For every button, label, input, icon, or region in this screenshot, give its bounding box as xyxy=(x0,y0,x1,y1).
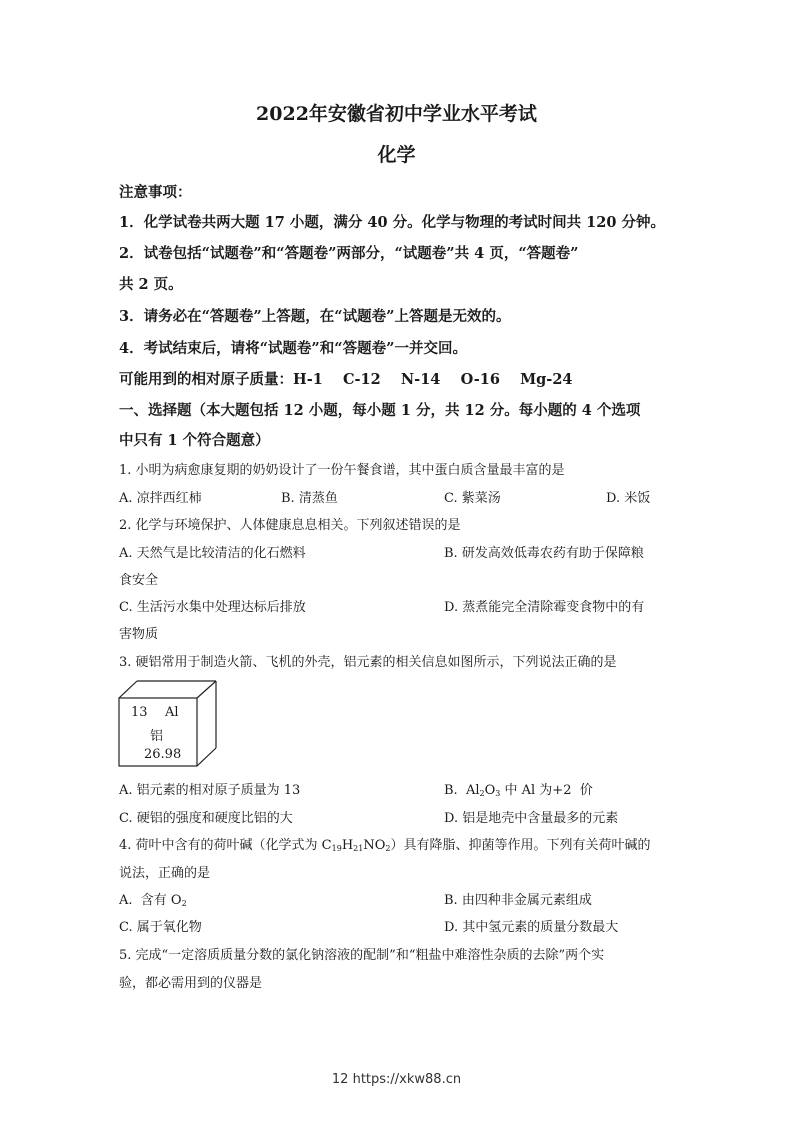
q3-option-d: D. 铝是地壳中含量最多的元素 xyxy=(444,811,619,826)
element-name: 铝 xyxy=(150,729,164,744)
note-4: 4．考试结束后，请将“试题卷”和“答题卷”一并交回。 xyxy=(119,340,467,357)
note-1: 1．化学试卷共两大题 17 小题，满分 40 分。化学与物理的考试时间共 120 分钟。 xyxy=(119,214,665,231)
element-atomic-number: 13 xyxy=(131,705,148,720)
q4-stem: 4. 荷叶中含有的荷叶碱（化学式为 $C_{19}H_{21}NO_2$）具有降脂、抑菌等作用。下列有关荷叶碱的 xyxy=(119,838,651,853)
q1-option-a: A. 凉拌西红柿 xyxy=(119,491,202,506)
note-2-cont: 共 2 页。 xyxy=(119,276,183,293)
q4-option-c: C. 属于氧化物 xyxy=(119,920,202,935)
q5-stem-cont: 验，都必需用到的仪器是 xyxy=(119,976,263,991)
note-2: 2．试卷包括“试题卷”和“答题卷”两部分，“试题卷”共 4 页，“答题卷” xyxy=(119,245,579,262)
q2-option-d: D. 蒸煮能完全清除霉变食物中的有 xyxy=(444,600,645,615)
q1-option-b: B. 清蒸鱼 xyxy=(281,491,338,506)
q2-option-b: B. 研发高效低毒农药有助于保障粮 xyxy=(444,546,644,561)
q4-stem-cont: 说法，正确的是 xyxy=(119,866,211,881)
q2-option-b-cont: 食安全 xyxy=(119,573,159,588)
q4-option-a: A. 含有 $O_2$ xyxy=(119,893,187,908)
section-heading: 一、选择题（本大题包括 12 小题，每小题 1 分，共 12 分。每小题的 4 个选项 xyxy=(119,402,641,419)
q5-stem: 5. 完成“一定溶质质量分数的氯化钠溶液的配制”和“粗盐中难溶性杂质的去除”两个实 xyxy=(119,948,605,963)
q4-option-b: B. 由四种非金属元素组成 xyxy=(444,893,592,908)
q1-option-c: C. 紫菜汤 xyxy=(444,491,501,506)
subject-title: 化学 xyxy=(377,144,416,166)
page-title: 2022年安徽省初中学业水平考试 xyxy=(256,103,537,125)
element-symbol: Al xyxy=(165,705,179,720)
page-footer: 12 https://xkw88.cn xyxy=(331,1072,462,1087)
q3-stem: 3. 硬铝常用于制造火箭、飞机的外壳，铝元素的相关信息如图所示，下列说法正确的是 xyxy=(119,655,617,670)
q3-option-c: C. 硬铝的强度和硬度比铝的大 xyxy=(119,811,293,826)
q2-option-c: C. 生活污水集中处理达标后排放 xyxy=(119,600,306,615)
note-3: 3．请务必在“答题卷”上答题，在“试题卷”上答题是无效的。 xyxy=(119,308,511,325)
q1-option-d: D. 米饭 xyxy=(606,491,651,506)
q4-option-d: D. 其中氢元素的质量分数最大 xyxy=(444,920,619,935)
q1-stem: 1. 小明为病愈康复期的奶奶设计了一份午餐食谱，其中蛋白质含量最丰富的是 xyxy=(119,463,565,478)
q2-stem: 2. 化学与环境保护、人体健康息息相关。下列叙述错误的是 xyxy=(119,518,461,533)
atomic-mass-line: 可能用到的相对原子质量：H-1 C-12 N-14 O-16 Mg-24 xyxy=(119,371,573,388)
q2-option-d-cont: 害物质 xyxy=(119,627,159,642)
q3-option-b: B. $Al_2O_3$ 中 Al 为+2 价 xyxy=(444,783,593,798)
section-heading-cont: 中只有 1 个符合题意） xyxy=(119,432,270,449)
element-mass: 26.98 xyxy=(144,747,182,762)
q2-option-a: A. 天然气是比较清洁的化石燃料 xyxy=(119,546,306,561)
notes-heading: 注意事项： xyxy=(119,184,192,201)
q3-option-a: A. 铝元素的相对原子质量为 13 xyxy=(119,783,301,798)
